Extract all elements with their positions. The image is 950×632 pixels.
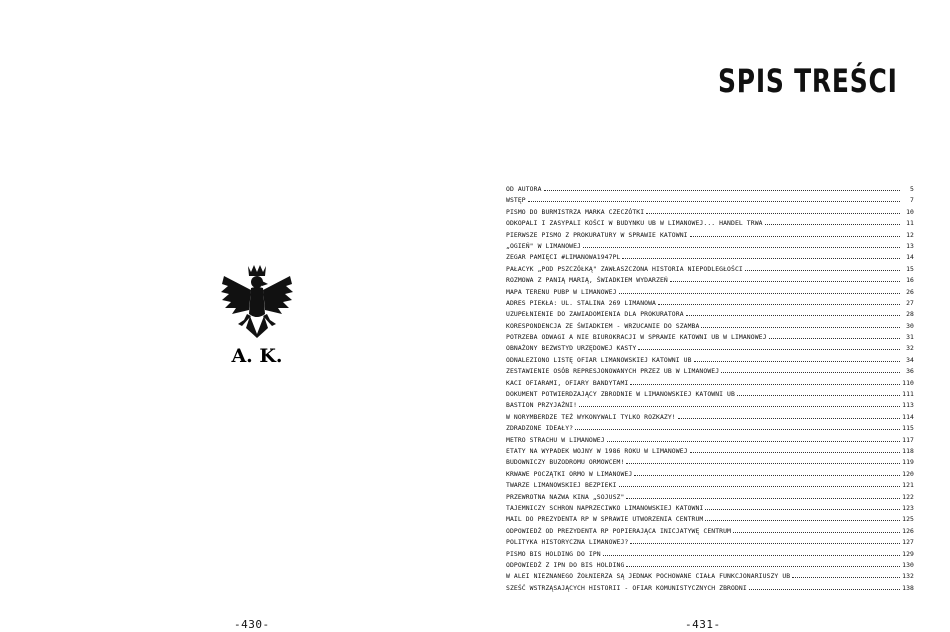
toc-entry: [506, 503, 914, 514]
toc-entry-page: 126: [902, 526, 914, 535]
toc-leader-dots: [769, 332, 900, 339]
toc-entry-page: 26: [906, 287, 914, 296]
toc-entry-page: 125: [902, 515, 914, 524]
toc-leader-dots: [579, 400, 900, 407]
toc-leader-dots: [626, 560, 900, 567]
page-number-left: -430-: [234, 618, 270, 631]
toc-entry-page: 11: [906, 219, 914, 228]
toc-leader-dots: [749, 583, 900, 590]
toc-entry: [506, 378, 914, 389]
toc-entry: [506, 571, 914, 582]
toc-entry: [506, 389, 914, 400]
toc-entry: [506, 366, 914, 377]
toc-entry: [506, 492, 914, 503]
toc-entry: [506, 549, 914, 560]
toc-entry: [506, 537, 914, 548]
toc-entry-title: ZESTAWIENIE OSÓB REPRESJONOWANYCH PRZEZ UB W LIMANOWEJ: [506, 367, 720, 376]
toc-entry-page: 12: [906, 230, 914, 239]
toc-entry-page: 10: [906, 207, 914, 216]
right-page: [475, 0, 950, 632]
toc-entry: [506, 526, 914, 537]
toc-entry: [506, 298, 914, 309]
toc-entry-title: KORESPONDENCJA ZE ŚWIADKIEM - WRZUCANIE DO SZAMBA: [506, 321, 700, 330]
toc-leader-dots: [626, 457, 900, 464]
toc-leader-dots: [670, 275, 900, 282]
toc-entry-page: 16: [906, 276, 914, 285]
toc-entry-title: PISMO BIS HOLDING DO IPN: [506, 549, 601, 558]
toc-entry-title: OD AUTORA: [506, 185, 542, 193]
toc-entry-title: MAIL DO PREZYDENTA RP W SPRAWIE UTWORZENIA CENTRUM: [506, 515, 704, 524]
toc-entry-title: ZDRADZONE IDEAŁY?: [506, 424, 574, 433]
toc-entry: [506, 469, 914, 480]
toc-entry-title: BUDOWNICZY BUZODROMU ORMOWCEM!: [506, 458, 625, 467]
toc-leader-dots: [634, 469, 900, 476]
toc-entry-title: POTRZEBA ODWAGI A NIE BIUROKRACJI W SPRAWIE KATOWNI UB W LIMANOWEJ: [506, 333, 767, 342]
toc-leader-dots: [705, 514, 900, 521]
toc-leader-dots: [733, 526, 900, 533]
toc-entry-title: OBNAŻONY BEZWSTYD URZĘDOWEJ KASTY: [506, 344, 637, 353]
toc-entry: [506, 184, 914, 195]
toc-leader-dots: [792, 571, 900, 578]
toc-leader-dots: [745, 264, 900, 271]
toc-leader-dots: [575, 423, 900, 430]
toc-entry-title: KACI OFIARAMI, OFIARY BANDYTAMI: [506, 378, 629, 387]
toc-entry-title: DOKUMENT POTWIERDZAJĄCY ZBRODNIE W LIMANOWSKIEJ KATOWNI UB: [506, 390, 735, 399]
toc-leader-dots: [630, 378, 900, 385]
toc-entry: [506, 287, 914, 298]
toc-leader-dots: [607, 435, 900, 442]
toc-entry-page: 118: [902, 446, 914, 455]
toc-entry: [506, 355, 914, 366]
toc-leader-dots: [583, 241, 900, 248]
toc-entry-title: ODPOWIEDŹ OD PREZYDENTA RP POPIERAJĄCA INICJATYWĘ CENTRUM: [506, 526, 732, 535]
toc-entry-title: TWARZE LIMANOWSKIEJ BEZPIEKI: [506, 481, 617, 490]
toc-entry-page: 129: [902, 549, 914, 558]
toc-leader-dots: [694, 355, 900, 362]
toc-entry-title: POLITYKA HISTORYCZNA LIMANOWEJ?: [506, 538, 629, 547]
toc-entry: [506, 343, 914, 354]
toc-leader-dots: [658, 298, 900, 305]
toc-entry: [506, 446, 914, 457]
toc-leader-dots: [528, 195, 900, 202]
toc-leader-dots: [701, 321, 900, 328]
toc-entry-page: 36: [906, 367, 914, 376]
toc-entry-page: 110: [902, 378, 914, 387]
toc-entry-title: PISMO DO BURMISTRZA MARKA CZECZÓTKI: [506, 207, 645, 216]
toc-entry: [506, 423, 914, 434]
toc-entry-page: 119: [902, 458, 914, 467]
toc-entry: [506, 457, 914, 468]
toc-entry-page: 127: [902, 538, 914, 547]
toc-entry-title: ODNALEZIONO LISTĘ OFIAR LIMANOWSKIEJ KATOWNI UB: [506, 355, 692, 364]
toc-entry-page: 32: [906, 344, 914, 353]
toc-leader-dots: [622, 252, 900, 259]
toc-entry-title: ZEGAR PAMIĘCI #LIMANOWA1947PL: [506, 253, 621, 262]
toc-entry-page: 115: [902, 424, 914, 433]
toc-entry-page: 34: [906, 355, 914, 364]
toc-entry: [506, 275, 914, 286]
toc-leader-dots: [630, 537, 900, 544]
eagle-emblem-icon: [218, 262, 296, 368]
toc-entry-page: 122: [902, 492, 914, 501]
toc-entry-page: 14: [906, 253, 914, 262]
toc-entry: [506, 252, 914, 263]
toc-entry-title: METRO STRACHU W LIMANOWEJ: [506, 435, 605, 444]
toc-entry: [506, 514, 914, 525]
toc-leader-dots: [678, 412, 900, 419]
toc-entry-title: ROZMOWA Z PANIĄ MARIĄ, ŚWIADKIEM WYDARZEŃ: [506, 276, 668, 285]
toc-leader-dots: [638, 343, 900, 350]
toc-entry-page: 28: [906, 310, 914, 319]
toc-entry-title: PRZEWROTNA NAZWA KINA „SOJUSZ": [506, 492, 625, 501]
toc-entry-title: MAPA TERENU PUBP W LIMANOWEJ: [506, 287, 617, 296]
toc-entry-title: TAJEMNICZY SCHRON NAPRZECIWKO LIMANOWSKIEJ KATOWNI: [506, 503, 704, 512]
toc-entry: [506, 400, 914, 411]
toc-leader-dots: [690, 230, 900, 237]
toc-entry: [506, 435, 914, 446]
toc-leader-dots: [603, 549, 900, 556]
toc-entry-page: 7: [910, 196, 914, 205]
toc-entry-title: „OGIEŃ" W LIMANOWEJ: [506, 241, 582, 250]
toc-entry-page: 13: [906, 241, 914, 250]
toc-entry-page: 113: [902, 401, 914, 410]
toc-entry-page: 120: [902, 469, 914, 478]
toc-entry-page: 15: [906, 264, 914, 273]
toc-entry: [506, 195, 914, 206]
toc-leader-dots: [626, 492, 900, 499]
toc-entry-title: WSTĘP: [506, 196, 526, 205]
toc-entry-page: 123: [902, 503, 914, 512]
toc-leader-dots: [690, 446, 900, 453]
toc-entry-page: 27: [906, 298, 914, 307]
toc-entry-title: PIERWSZE PISMO Z PROKURATURY W SPRAWIE KATOWNI: [506, 230, 688, 239]
toc-entry: [506, 230, 914, 241]
toc-entry-title: ODKOPALI I ZASYPALI KOŚCI W BUDYNKU UB W LIMANOWEJ... HANDEL TRWA: [506, 219, 763, 228]
toc-entry-title: W ALEI NIEZNANEGO ŻOŁNIERZA SĄ JEDNAK POCHOWANE CIAŁA FUNKCJONARIUSZY UB: [506, 572, 791, 581]
toc-entry: [506, 218, 914, 229]
toc-entry-title: ETATY NA WYPADEK WOJNY W 1986 ROKU W LIMANOWEJ: [506, 446, 688, 455]
toc-entry-page: 132: [902, 572, 914, 581]
toc-leader-dots: [737, 389, 900, 396]
page-title: SPIS TREŚCI: [718, 62, 898, 100]
toc-entry: [506, 321, 914, 332]
toc-leader-dots: [686, 309, 900, 316]
toc-entry: [506, 583, 914, 594]
toc-entry-page: 5: [910, 185, 914, 193]
toc-entry: [506, 241, 914, 252]
page-number-right: -431-: [685, 618, 721, 631]
toc-leader-dots: [619, 287, 900, 294]
toc-entry: [506, 264, 914, 275]
toc-entry: [506, 480, 914, 491]
toc-entry-title: PAŁACYK „POD PSZCZÓŁKĄ" ZAWŁASZCZONA HISTORIA NIEPODLEGŁOŚCI: [506, 264, 743, 273]
toc-leader-dots: [765, 218, 900, 225]
toc-entry: [506, 560, 914, 571]
table-of-contents: [506, 184, 914, 594]
toc-entry-page: 114: [902, 412, 914, 421]
toc-leader-dots: [646, 207, 900, 214]
toc-entry: [506, 309, 914, 320]
toc-entry-page: 117: [902, 435, 914, 444]
toc-entry-page: 30: [906, 321, 914, 330]
toc-leader-dots: [705, 503, 900, 510]
toc-entry: [506, 332, 914, 343]
toc-entry-title: ADRES PIEKŁA: UL. STALINA 269 LIMANOWA: [506, 298, 657, 307]
toc-entry-title: UZUPEŁNIENIE DO ZAWIADOMIENIA DLA PROKURATORA: [506, 310, 684, 319]
toc-entry-title: W NORYMBERDZE TEŻ WYKONYWALI TYLKO ROZKAZY!: [506, 412, 676, 421]
toc-entry-title: ODPOWIEDŹ Z IPN DO BIS HOLDING: [506, 560, 625, 569]
toc-entry-title: BASTION PRZYJAŹNI!: [506, 401, 578, 410]
toc-entry-title: KRWAWE POCZĄTKI ORMO W LIMANOWEJ: [506, 469, 633, 478]
toc-leader-dots: [619, 480, 900, 487]
emblem-letters: A. K.: [231, 345, 283, 367]
toc-leader-dots: [721, 366, 900, 373]
toc-entry-page: 121: [902, 481, 914, 490]
toc-entry: [506, 207, 914, 218]
toc-entry-page: 130: [902, 560, 914, 569]
toc-entry-page: 31: [906, 333, 914, 342]
toc-entry-page: 111: [902, 390, 914, 399]
toc-entry: [506, 412, 914, 423]
toc-entry-title: SZEŚĆ WSTRZĄSAJĄCYCH HISTORII - OFIAR KOMUNISTYCZNYCH ZBRODNI: [506, 583, 747, 592]
toc-leader-dots: [544, 184, 900, 191]
toc-entry-page: 138: [902, 583, 914, 592]
